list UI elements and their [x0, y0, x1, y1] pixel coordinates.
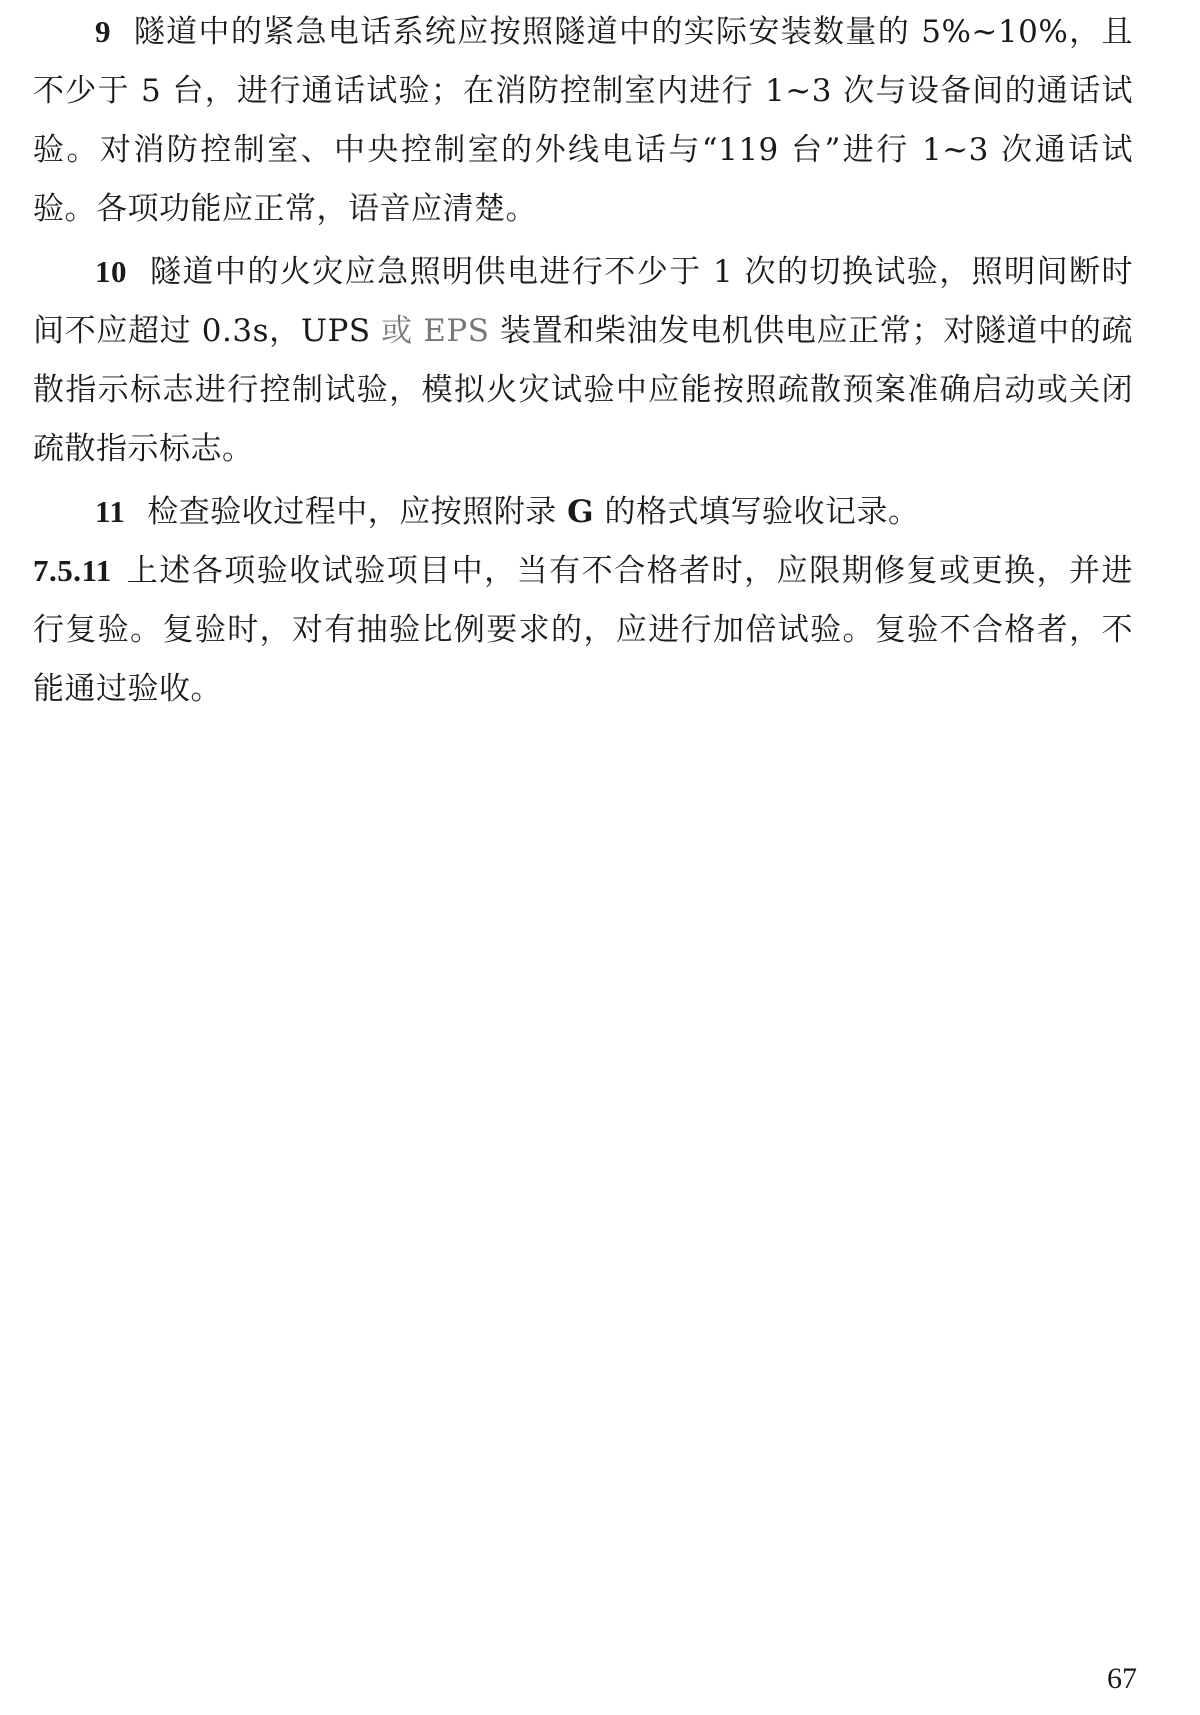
item-text-muted: 或 EPS	[381, 313, 490, 349]
appendix-ref: G	[567, 494, 595, 530]
page-number: 67	[1107, 1662, 1137, 1695]
item-11	[33, 482, 1133, 542]
item-number: 10	[95, 254, 127, 289]
item-text: 隧道中的紧急电话系统应按照隧道中的实际安装数量的 5%~10%，且不少于 5 台，进行通话试验；在消防控制室内进行 1~3 次与设备间的通话试验。对消防控制室、中央控制室的外线电话与“119 台”进行 1~3 次通话试验。各项功能应正常，语音应清楚。	[33, 14, 1133, 227]
item-number: 11	[95, 494, 126, 529]
item-text: 装置和柴油发电机供电应正常；对隧道中的疏散指示标志进行控制试验，模拟火灾试验中应能按照疏散预案准确启动或关闭疏散指示标志。	[33, 313, 1133, 467]
document-page	[33, 0, 1133, 1715]
item-number: 9	[95, 14, 111, 49]
item-text: 的格式填写验收记录。	[594, 494, 920, 530]
clause-text: 上述各项验收试验项目中，当有不合格者时，应限期修复或更换，并进行复验。复验时，对有抽验比例要求的，应进行加倍试验。复验不合格者，不能通过验收。	[33, 553, 1133, 707]
item-text: 检查验收过程中，应按照附录	[147, 494, 568, 530]
item-10	[33, 242, 1133, 479]
clause-number: 7.5.11	[33, 553, 112, 588]
clause-7-5-11	[33, 541, 1133, 719]
item-text: 隧道中的火灾应急照明供电进行不少于 1 次的切换试验，照明间断时间不应超过 0.3s，UPS	[33, 254, 1133, 349]
item-9	[33, 2, 1133, 239]
